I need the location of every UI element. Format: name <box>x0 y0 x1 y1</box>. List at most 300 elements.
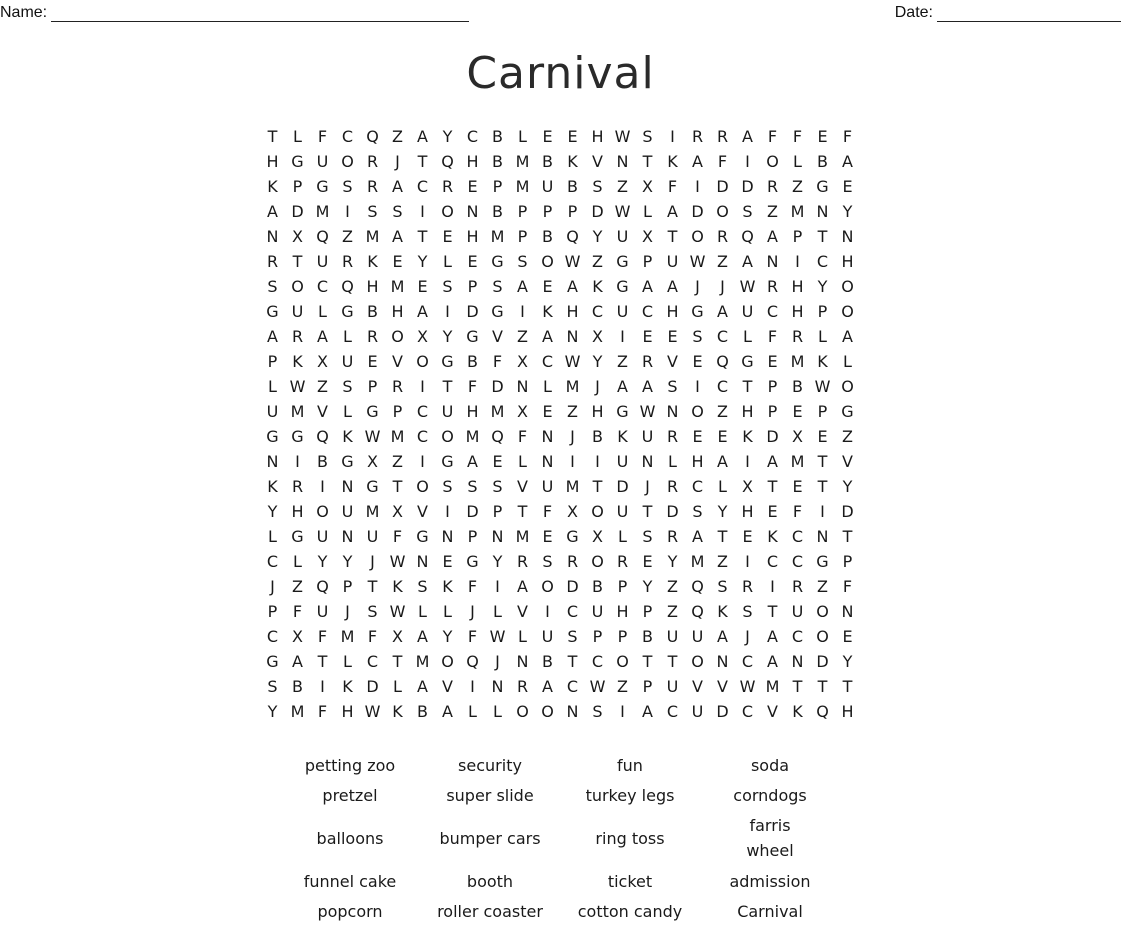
grid-cell[interactable]: X <box>392 502 403 521</box>
grid-cell[interactable]: A <box>317 327 328 346</box>
grid-cell[interactable]: T <box>642 652 653 671</box>
date-input-line[interactable] <box>937 5 1121 22</box>
grid-cell[interactable]: J <box>470 602 475 621</box>
grid-cell[interactable]: M <box>790 352 805 371</box>
grid-cell[interactable]: T <box>592 477 603 496</box>
grid-cell[interactable]: I <box>545 602 550 621</box>
grid-cell[interactable]: A <box>767 627 778 646</box>
grid-cell[interactable]: D <box>666 502 679 521</box>
grid-cell[interactable]: R <box>291 477 304 496</box>
grid-cell[interactable]: E <box>467 252 478 271</box>
grid-cell[interactable]: R <box>666 427 679 446</box>
grid-cell[interactable]: H <box>616 602 629 621</box>
grid-cell[interactable]: W <box>564 252 581 271</box>
grid-cell[interactable]: L <box>818 327 827 346</box>
grid-cell[interactable]: U <box>366 527 379 546</box>
grid-cell[interactable]: U <box>291 302 304 321</box>
grid-cell[interactable]: L <box>468 702 477 721</box>
grid-cell[interactable]: F <box>317 627 328 646</box>
grid-cell[interactable]: E <box>792 477 803 496</box>
grid-cell[interactable]: U <box>341 352 354 371</box>
grid-cell[interactable]: P <box>292 177 303 196</box>
grid-cell[interactable]: P <box>592 627 603 646</box>
grid-cell[interactable]: D <box>366 677 379 696</box>
grid-cell[interactable]: M <box>290 702 305 721</box>
grid-cell[interactable]: A <box>267 202 278 221</box>
grid-cell[interactable]: K <box>742 427 753 446</box>
grid-cell[interactable]: R <box>741 577 754 596</box>
grid-cell[interactable]: F <box>667 177 678 196</box>
grid-cell[interactable]: S <box>517 252 528 271</box>
grid-cell[interactable]: G <box>266 302 279 321</box>
grid-cell[interactable]: R <box>666 477 679 496</box>
grid-cell[interactable]: W <box>614 127 631 146</box>
grid-cell[interactable]: V <box>517 602 528 621</box>
grid-cell[interactable]: N <box>791 652 804 671</box>
grid-cell[interactable]: U <box>541 627 554 646</box>
grid-cell[interactable]: T <box>642 502 653 521</box>
grid-cell[interactable]: K <box>542 302 553 321</box>
grid-cell[interactable]: M <box>790 452 805 471</box>
grid-cell[interactable]: B <box>317 452 328 471</box>
grid-cell[interactable]: H <box>291 502 304 521</box>
grid-cell[interactable]: Q <box>466 652 479 671</box>
grid-cell[interactable]: Q <box>316 577 329 596</box>
grid-cell[interactable]: U <box>666 252 679 271</box>
grid-cell[interactable]: X <box>317 352 328 371</box>
grid-cell[interactable]: W <box>489 627 506 646</box>
grid-cell[interactable]: M <box>690 552 705 571</box>
grid-cell[interactable]: X <box>292 627 303 646</box>
grid-cell[interactable]: J <box>395 152 400 171</box>
grid-cell[interactable]: Y <box>592 352 603 371</box>
grid-cell[interactable]: L <box>418 602 427 621</box>
grid-cell[interactable]: S <box>467 477 478 496</box>
grid-cell[interactable]: G <box>566 527 579 546</box>
grid-cell[interactable]: K <box>667 152 678 171</box>
grid-cell[interactable]: A <box>267 327 278 346</box>
grid-cell[interactable]: O <box>691 402 704 421</box>
grid-cell[interactable]: H <box>466 227 479 246</box>
grid-cell[interactable]: C <box>716 327 729 346</box>
grid-cell[interactable]: Z <box>592 252 603 271</box>
grid-cell[interactable]: H <box>691 452 704 471</box>
grid-cell[interactable]: Y <box>267 702 278 721</box>
grid-cell[interactable]: D <box>841 502 854 521</box>
grid-cell[interactable]: O <box>416 352 429 371</box>
grid-cell[interactable]: M <box>465 427 480 446</box>
grid-cell[interactable]: T <box>767 477 778 496</box>
grid-cell[interactable]: I <box>620 702 625 721</box>
grid-cell[interactable]: W <box>689 252 706 271</box>
grid-cell[interactable]: M <box>365 502 380 521</box>
grid-cell[interactable]: I <box>620 327 625 346</box>
grid-cell[interactable]: N <box>841 227 854 246</box>
grid-cell[interactable]: Y <box>842 652 853 671</box>
grid-cell[interactable]: W <box>364 427 381 446</box>
grid-cell[interactable]: A <box>517 277 528 296</box>
grid-cell[interactable]: W <box>389 602 406 621</box>
grid-cell[interactable]: P <box>467 277 478 296</box>
grid-cell[interactable]: E <box>717 427 728 446</box>
grid-cell[interactable]: G <box>291 427 304 446</box>
grid-cell[interactable]: D <box>816 652 829 671</box>
grid-cell[interactable]: Z <box>842 427 853 446</box>
grid-cell[interactable]: H <box>366 277 379 296</box>
grid-cell[interactable]: D <box>566 577 579 596</box>
grid-cell[interactable]: R <box>716 227 729 246</box>
grid-cell[interactable]: S <box>742 602 753 621</box>
grid-cell[interactable]: Q <box>741 227 754 246</box>
grid-cell[interactable]: I <box>420 377 425 396</box>
grid-cell[interactable]: S <box>592 177 603 196</box>
grid-cell[interactable]: A <box>667 202 678 221</box>
grid-cell[interactable]: F <box>467 377 478 396</box>
grid-cell[interactable]: C <box>666 702 679 721</box>
grid-cell[interactable]: K <box>767 527 778 546</box>
grid-cell[interactable]: T <box>842 527 853 546</box>
grid-cell[interactable]: T <box>267 127 278 146</box>
grid-cell[interactable]: B <box>417 702 428 721</box>
grid-cell[interactable]: B <box>592 577 603 596</box>
grid-cell[interactable]: F <box>792 127 803 146</box>
grid-cell[interactable]: Z <box>667 577 678 596</box>
grid-cell[interactable]: G <box>816 177 829 196</box>
grid-cell[interactable]: N <box>466 202 479 221</box>
grid-cell[interactable]: J <box>695 277 700 296</box>
grid-cell[interactable]: A <box>642 377 653 396</box>
grid-cell[interactable]: G <box>291 527 304 546</box>
grid-cell[interactable]: A <box>767 652 778 671</box>
grid-cell[interactable]: S <box>742 202 753 221</box>
grid-cell[interactable]: Q <box>566 227 579 246</box>
grid-cell[interactable]: O <box>416 477 429 496</box>
grid-cell[interactable]: C <box>691 477 704 496</box>
grid-cell[interactable]: T <box>417 227 428 246</box>
grid-cell[interactable]: M <box>490 402 505 421</box>
grid-cell[interactable]: C <box>566 602 579 621</box>
grid-cell[interactable]: K <box>267 177 278 196</box>
grid-cell[interactable]: P <box>492 502 503 521</box>
grid-cell[interactable]: C <box>466 127 479 146</box>
grid-cell[interactable]: T <box>642 152 653 171</box>
grid-cell[interactable]: E <box>367 352 378 371</box>
grid-cell[interactable]: P <box>767 402 778 421</box>
grid-cell[interactable]: Y <box>442 627 453 646</box>
grid-cell[interactable]: I <box>470 677 475 696</box>
grid-cell[interactable]: O <box>441 652 454 671</box>
grid-cell[interactable]: B <box>492 152 503 171</box>
grid-cell[interactable]: C <box>816 252 829 271</box>
grid-cell[interactable]: P <box>817 402 828 421</box>
grid-cell[interactable]: E <box>542 402 553 421</box>
grid-cell[interactable]: F <box>467 577 478 596</box>
grid-cell[interactable]: Q <box>691 577 704 596</box>
grid-cell[interactable]: F <box>492 352 503 371</box>
grid-cell[interactable]: A <box>742 252 753 271</box>
grid-cell[interactable]: E <box>692 427 703 446</box>
grid-cell[interactable]: H <box>791 277 804 296</box>
grid-cell[interactable]: T <box>667 227 678 246</box>
grid-cell[interactable]: A <box>767 452 778 471</box>
grid-cell[interactable]: K <box>292 352 303 371</box>
grid-cell[interactable]: B <box>542 152 553 171</box>
grid-cell[interactable]: N <box>541 427 554 446</box>
grid-cell[interactable]: R <box>691 127 704 146</box>
grid-cell[interactable]: R <box>516 552 529 571</box>
grid-cell[interactable]: A <box>717 302 728 321</box>
grid-cell[interactable]: A <box>467 452 478 471</box>
grid-cell[interactable]: N <box>616 152 629 171</box>
grid-cell[interactable]: A <box>842 152 853 171</box>
grid-cell[interactable]: O <box>691 227 704 246</box>
grid-cell[interactable]: G <box>466 552 479 571</box>
grid-cell[interactable]: S <box>492 277 503 296</box>
grid-cell[interactable]: V <box>592 152 603 171</box>
grid-cell[interactable]: A <box>767 227 778 246</box>
name-field[interactable] <box>0 4 469 22</box>
grid-cell[interactable]: S <box>592 702 603 721</box>
grid-cell[interactable]: F <box>767 127 778 146</box>
grid-cell[interactable]: O <box>816 627 829 646</box>
grid-cell[interactable]: V <box>492 327 503 346</box>
grid-cell[interactable]: T <box>442 377 453 396</box>
grid-cell[interactable]: W <box>739 677 756 696</box>
grid-cell[interactable]: P <box>267 352 278 371</box>
grid-cell[interactable]: U <box>541 477 554 496</box>
grid-cell[interactable]: Z <box>292 577 303 596</box>
grid-cell[interactable]: I <box>770 577 775 596</box>
grid-cell[interactable]: X <box>517 402 528 421</box>
grid-cell[interactable]: Q <box>366 127 379 146</box>
grid-cell[interactable]: I <box>745 452 750 471</box>
grid-cell[interactable]: I <box>295 452 300 471</box>
grid-cell[interactable]: C <box>416 402 429 421</box>
grid-cell[interactable]: C <box>366 652 379 671</box>
grid-cell[interactable]: W <box>289 377 306 396</box>
grid-cell[interactable]: Z <box>392 452 403 471</box>
grid-cell[interactable]: T <box>767 602 778 621</box>
grid-cell[interactable]: L <box>518 127 527 146</box>
grid-cell[interactable]: H <box>841 252 854 271</box>
grid-cell[interactable]: A <box>642 277 653 296</box>
grid-cell[interactable]: P <box>617 577 628 596</box>
grid-cell[interactable]: S <box>717 577 728 596</box>
grid-cell[interactable]: A <box>542 327 553 346</box>
grid-cell[interactable]: J <box>270 577 275 596</box>
grid-cell[interactable]: F <box>517 427 528 446</box>
grid-cell[interactable]: E <box>742 527 753 546</box>
grid-cell[interactable]: F <box>767 327 778 346</box>
grid-cell[interactable]: F <box>842 127 853 146</box>
grid-cell[interactable]: M <box>390 277 405 296</box>
grid-cell[interactable]: D <box>716 177 729 196</box>
grid-cell[interactable]: G <box>616 277 629 296</box>
grid-cell[interactable]: J <box>745 627 750 646</box>
grid-cell[interactable]: N <box>566 702 579 721</box>
grid-cell[interactable]: S <box>642 527 653 546</box>
grid-cell[interactable]: T <box>567 652 578 671</box>
grid-cell[interactable]: L <box>343 327 352 346</box>
grid-cell[interactable]: U <box>616 452 629 471</box>
grid-cell[interactable]: G <box>616 252 629 271</box>
grid-cell[interactable]: G <box>291 152 304 171</box>
grid-cell[interactable]: O <box>841 277 854 296</box>
grid-cell[interactable]: I <box>670 127 675 146</box>
grid-cell[interactable]: O <box>616 652 629 671</box>
grid-cell[interactable]: K <box>392 702 403 721</box>
grid-cell[interactable]: D <box>766 427 779 446</box>
grid-cell[interactable]: I <box>445 502 450 521</box>
grid-cell[interactable]: W <box>739 277 756 296</box>
grid-cell[interactable]: D <box>466 302 479 321</box>
grid-cell[interactable]: J <box>720 277 725 296</box>
grid-cell[interactable]: L <box>293 127 302 146</box>
grid-cell[interactable]: P <box>767 377 778 396</box>
grid-cell[interactable]: O <box>541 252 554 271</box>
grid-cell[interactable]: G <box>341 302 354 321</box>
grid-cell[interactable]: A <box>392 227 403 246</box>
grid-cell[interactable]: E <box>642 552 653 571</box>
grid-cell[interactable]: L <box>393 677 402 696</box>
grid-cell[interactable]: W <box>639 402 656 421</box>
grid-cell[interactable]: P <box>642 252 653 271</box>
grid-cell[interactable]: G <box>266 427 279 446</box>
grid-cell[interactable]: A <box>842 327 853 346</box>
grid-cell[interactable]: R <box>441 177 454 196</box>
grid-cell[interactable]: N <box>566 327 579 346</box>
grid-cell[interactable]: P <box>392 402 403 421</box>
grid-cell[interactable]: E <box>442 227 453 246</box>
grid-cell[interactable]: N <box>341 477 354 496</box>
grid-cell[interactable]: B <box>367 302 378 321</box>
grid-cell[interactable]: O <box>441 427 454 446</box>
grid-cell[interactable]: E <box>417 277 428 296</box>
grid-cell[interactable]: Q <box>441 152 454 171</box>
grid-cell[interactable]: F <box>367 627 378 646</box>
grid-cell[interactable]: T <box>717 527 728 546</box>
grid-cell[interactable]: A <box>717 452 728 471</box>
grid-cell[interactable]: M <box>340 627 355 646</box>
grid-cell[interactable]: N <box>516 652 529 671</box>
name-input-line[interactable] <box>51 5 469 22</box>
grid-cell[interactable]: B <box>792 377 803 396</box>
grid-cell[interactable]: R <box>791 327 804 346</box>
grid-cell[interactable]: W <box>389 552 406 571</box>
grid-cell[interactable]: S <box>567 627 578 646</box>
grid-cell[interactable]: G <box>341 452 354 471</box>
grid-cell[interactable]: L <box>518 627 527 646</box>
grid-cell[interactable]: P <box>817 302 828 321</box>
grid-cell[interactable]: E <box>492 452 503 471</box>
grid-cell[interactable]: T <box>817 477 828 496</box>
grid-cell[interactable]: E <box>392 252 403 271</box>
grid-cell[interactable]: L <box>718 477 727 496</box>
grid-cell[interactable]: B <box>592 427 603 446</box>
grid-cell[interactable]: D <box>741 177 754 196</box>
grid-cell[interactable]: Z <box>317 377 328 396</box>
grid-cell[interactable]: Z <box>567 402 578 421</box>
grid-cell[interactable]: T <box>292 252 303 271</box>
grid-cell[interactable]: Y <box>442 327 453 346</box>
grid-cell[interactable]: O <box>341 152 354 171</box>
grid-cell[interactable]: E <box>817 127 828 146</box>
grid-cell[interactable]: Q <box>716 352 729 371</box>
grid-cell[interactable]: M <box>490 227 505 246</box>
grid-cell[interactable]: R <box>666 527 679 546</box>
grid-cell[interactable]: F <box>317 127 328 146</box>
grid-cell[interactable]: R <box>716 127 729 146</box>
grid-cell[interactable]: K <box>342 427 353 446</box>
grid-cell[interactable]: T <box>792 677 803 696</box>
grid-cell[interactable]: E <box>542 127 553 146</box>
grid-cell[interactable]: I <box>795 252 800 271</box>
grid-cell[interactable]: B <box>292 677 303 696</box>
grid-cell[interactable]: P <box>267 602 278 621</box>
grid-cell[interactable]: I <box>570 452 575 471</box>
grid-cell[interactable]: P <box>642 602 653 621</box>
grid-cell[interactable]: F <box>842 577 853 596</box>
grid-cell[interactable]: A <box>742 127 753 146</box>
grid-cell[interactable]: U <box>316 252 329 271</box>
grid-cell[interactable]: K <box>367 252 378 271</box>
grid-cell[interactable]: M <box>515 152 530 171</box>
grid-cell[interactable]: P <box>367 377 378 396</box>
grid-cell[interactable]: D <box>291 202 304 221</box>
grid-cell[interactable]: P <box>567 202 578 221</box>
grid-cell[interactable]: U <box>666 627 679 646</box>
grid-cell[interactable]: C <box>766 552 779 571</box>
grid-cell[interactable]: G <box>491 252 504 271</box>
grid-cell[interactable]: G <box>841 402 854 421</box>
grid-cell[interactable]: P <box>492 177 503 196</box>
grid-cell[interactable]: Y <box>592 227 603 246</box>
grid-cell[interactable]: R <box>616 552 629 571</box>
grid-cell[interactable]: O <box>516 702 529 721</box>
grid-cell[interactable]: R <box>791 577 804 596</box>
grid-cell[interactable]: Q <box>316 427 329 446</box>
grid-cell[interactable]: O <box>541 702 554 721</box>
grid-cell[interactable]: Y <box>667 552 678 571</box>
grid-cell[interactable]: A <box>717 627 728 646</box>
grid-cell[interactable]: R <box>366 177 379 196</box>
grid-cell[interactable]: S <box>267 277 278 296</box>
grid-cell[interactable]: L <box>443 602 452 621</box>
grid-cell[interactable]: U <box>691 627 704 646</box>
grid-cell[interactable]: B <box>542 652 553 671</box>
grid-cell[interactable]: U <box>341 502 354 521</box>
grid-cell[interactable]: X <box>792 427 803 446</box>
grid-cell[interactable]: I <box>695 377 700 396</box>
grid-cell[interactable]: O <box>691 652 704 671</box>
grid-cell[interactable]: Y <box>492 552 503 571</box>
grid-cell[interactable]: S <box>417 577 428 596</box>
grid-cell[interactable]: O <box>391 327 404 346</box>
grid-cell[interactable]: I <box>320 477 325 496</box>
grid-cell[interactable]: U <box>316 527 329 546</box>
grid-cell[interactable]: A <box>692 152 703 171</box>
grid-cell[interactable]: S <box>542 552 553 571</box>
grid-cell[interactable]: I <box>745 152 750 171</box>
grid-cell[interactable]: Z <box>342 227 353 246</box>
grid-cell[interactable]: M <box>415 652 430 671</box>
grid-cell[interactable]: L <box>343 652 352 671</box>
grid-cell[interactable]: O <box>316 502 329 521</box>
grid-cell[interactable]: U <box>441 402 454 421</box>
grid-cell[interactable]: E <box>792 402 803 421</box>
grid-cell[interactable]: A <box>392 177 403 196</box>
grid-cell[interactable]: G <box>691 302 704 321</box>
